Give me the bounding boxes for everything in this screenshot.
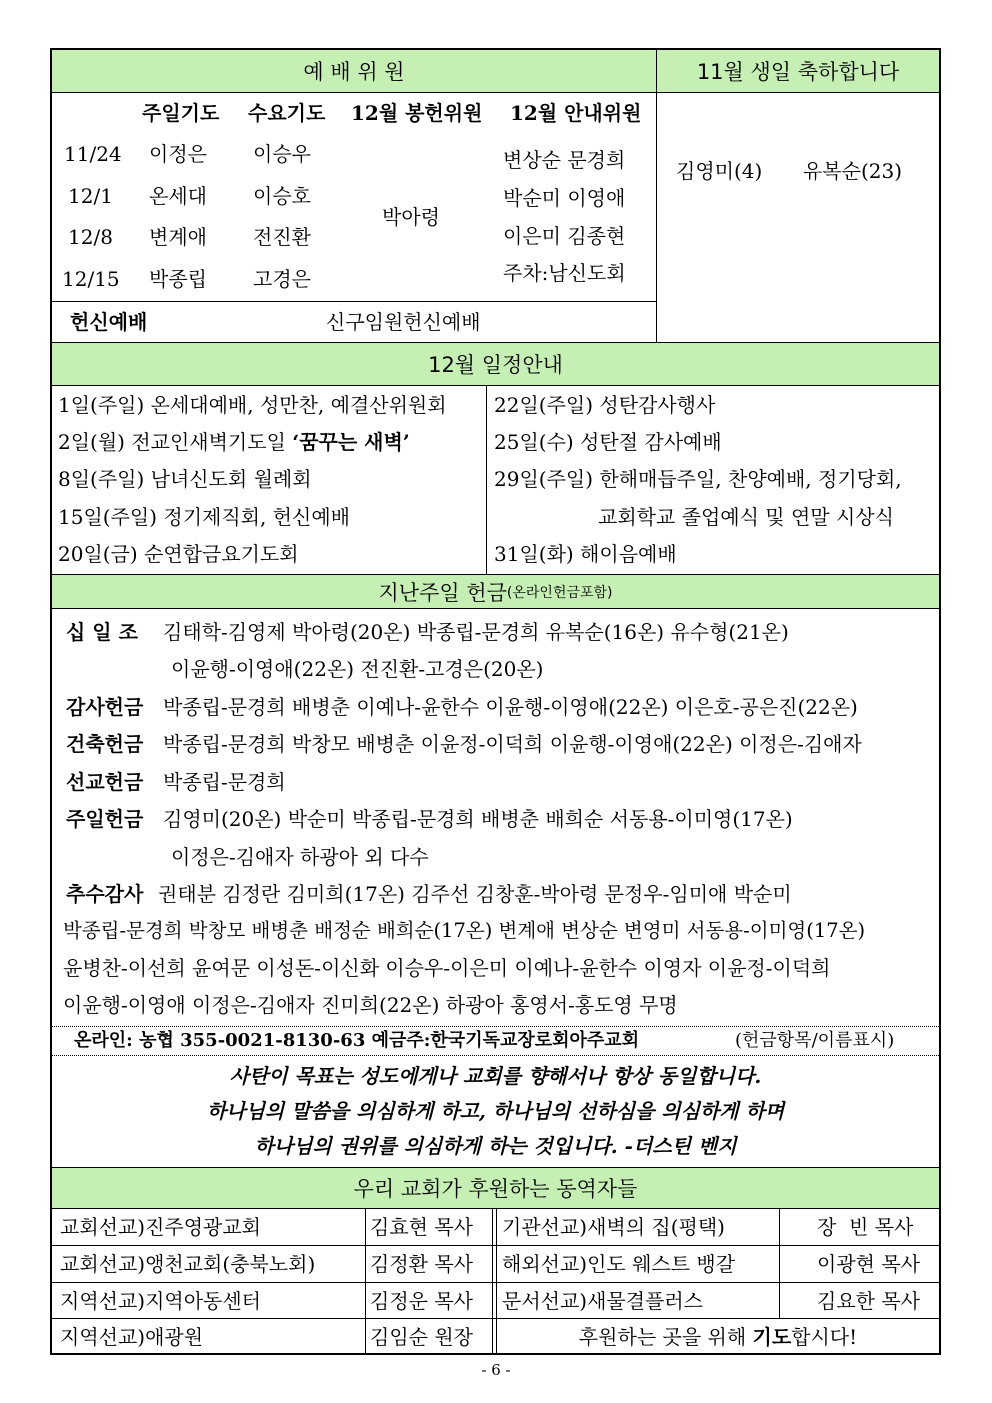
date-cell: 12/1 (68, 184, 113, 208)
harvest-offering-label: 추수감사 (66, 882, 144, 906)
supporter-church: 기관선교)새벽의 집(평택) (502, 1215, 725, 1239)
supporter-pastor: 장 빈 목사 (817, 1215, 914, 1239)
tithe-label: 십 일 조 (66, 620, 138, 644)
mission-offering-label: 선교헌금 (66, 770, 144, 794)
page-number: - 6 - (481, 1361, 511, 1379)
sunday-offering-label: 주일헌금 (66, 807, 144, 831)
wednesday-prayer-cell: 이승호 (253, 184, 311, 208)
schedule-item: 8일(주일) 남녀신도회 월례회 (58, 467, 312, 491)
schedule-item: 25일(수) 성탄절 감사예배 (494, 430, 722, 454)
supporter-pastor: 김정운 목사 (370, 1289, 473, 1313)
quote-line: 사탄이 목표는 성도에게나 교회를 향해서나 항상 동일합니다. (229, 1064, 762, 1088)
schedule-item: 교회학교 졸업예식 및 연말 시상식 (598, 505, 894, 529)
usher-pair: 이은미 김종현 (503, 224, 626, 248)
wednesday-prayer-cell: 이승우 (253, 142, 311, 166)
supporter-church: 교회선교)진주영광교회 (60, 1215, 262, 1239)
supporter-pastor: 김임순 원장 (370, 1325, 473, 1349)
supporter-church: 문서선교)새물결플러스 (502, 1289, 704, 1313)
dedication-worship-value: 신구임원헌신예배 (326, 310, 481, 334)
supporter-church: 지역선교)지역아동센터 (60, 1289, 262, 1313)
schedule-item: 20일(금) 순연합금요기도회 (58, 542, 299, 566)
harvest-offering-names: 박종립-문경희 박창모 배병춘 배정순 배희순(17온) 변계애 변상순 변영미 서동용-이미영(17온) (63, 919, 866, 942)
schedule-item: 15일(주일) 정기제직회, 헌신예배 (58, 505, 350, 529)
header-usher-committee: 12월 안내위원 (510, 101, 642, 125)
birthday-header: 11월 생일 축하합니다 (657, 50, 939, 92)
wednesday-prayer-cell: 전진환 (253, 225, 311, 249)
wednesday-prayer-cell: 고경은 (253, 267, 311, 291)
supporter-church: 지역선교)애광원 (60, 1325, 204, 1349)
dedication-worship-label: 헌신예배 (70, 310, 148, 334)
sunday-offering-names: 김영미(20온) 박순미 박종립-문경희 배병춘 배희순 서동용-이미영(17온) (163, 807, 793, 831)
online-account-note: (헌금항목/이름표시) (735, 1030, 895, 1051)
prayer-message: 후원하는 곳을 위해 기도합시다! (578, 1325, 858, 1349)
schedule-item: 22일(주일) 성탄감사행사 (494, 393, 716, 417)
thanks-offering-names: 박종립-문경희 배병춘 이예나-윤한수 이윤행-이영애(22온) 이은호-공은진(22온) (163, 695, 858, 719)
sunday-offering-names: 이정은-김애자 하광아 외 다수 (171, 845, 429, 869)
online-account-text: 온라인: 농협 355-0021-8130-63 예금주:한국기독교장로회아주교회 (74, 1030, 640, 1051)
schedule-item: 1일(주일) 온세대예배, 성만찬, 예결산위원회 (58, 393, 447, 417)
building-offering-label: 건축헌금 (66, 732, 144, 756)
date-cell: 12/15 (62, 267, 120, 291)
schedule-highlight: ‘꿈꾸는 새벽’ (292, 430, 410, 454)
parking-usher: 주차:남신도회 (503, 261, 626, 285)
sunday-prayer-cell: 변계애 (149, 225, 207, 249)
supporter-pastor: 김요한 목사 (817, 1289, 920, 1313)
sunday-prayer-cell: 온세대 (149, 184, 207, 208)
supporters-header: 우리 교회가 후원하는 동역자들 (52, 1168, 939, 1208)
sunday-prayer-cell: 이정은 (149, 142, 207, 166)
date-cell: 11/24 (64, 142, 122, 166)
header-offering-committee: 12월 봉헌위원 (351, 101, 483, 125)
supporter-pastor: 이광현 목사 (817, 1252, 920, 1276)
tithe-names: 김태학-김영제 박아령(20온) 박종립-문경희 유복순(16온) 유수형(21온) (163, 620, 789, 644)
building-offering-names: 박종립-문경희 박창모 배병춘 이윤정-이덕희 이윤행-이영애(22온) 이정은-김애자 (163, 732, 862, 756)
header-wednesday-prayer: 수요기도 (248, 101, 326, 125)
birthday-person: 김영미(4) (676, 159, 763, 183)
usher-pair: 변상순 문경희 (503, 148, 626, 172)
usher-pair: 박순미 이영애 (503, 186, 626, 210)
schedule-header: 12월 일정안내 (52, 343, 939, 385)
birthday-person: 유복순(23) (803, 159, 903, 183)
schedule-item: 31일(화) 해이음예배 (494, 542, 677, 566)
offering-header-sub: (온라인헌금포함) (506, 584, 613, 601)
tithe-names: 이윤행-이영애(22온) 전진환-고경은(20온) (171, 657, 544, 681)
quote-line: 하나님의 말씀을 의심하게 하고, 하나님의 선하심을 의심하게 하며 (206, 1099, 785, 1123)
supporter-pastor: 김효현 목사 (370, 1215, 473, 1239)
bulletin-page (50, 48, 941, 1355)
harvest-offering-names: 권태분 김정란 김미희(17온) 김주선 김창훈-박아령 문정우-임미애 박순미 (158, 882, 792, 906)
schedule-item: 29일(주일) 한해매듭주일, 찬양예배, 정기당회, (494, 467, 902, 491)
mission-offering-names: 박종립-문경희 (163, 770, 286, 794)
thanks-offering-label: 감사헌금 (66, 695, 144, 719)
offering-header: 지난주일 헌금 (온라인헌금포함) (52, 575, 939, 608)
date-cell: 12/8 (68, 225, 113, 249)
supporter-church: 교회선교)앵천교회(충북노회) (60, 1252, 316, 1276)
harvest-offering-names: 이윤행-이영애 이정은-김애자 진미희(22온) 하광아 홍영서-홍도영 무명 (63, 993, 678, 1017)
offering-committee-member: 박아령 (382, 205, 440, 229)
quote-line: 하나님의 권위를 의심하게 하는 것입니다. -더스틴 벤지 (254, 1134, 737, 1158)
harvest-offering-names: 윤병찬-이선희 윤여문 이성돈-이신화 이승우-이은미 이예나-윤한수 이영자 이윤정-이덕희 (63, 956, 831, 980)
worship-committee-header: 예 배 위 원 (52, 50, 656, 92)
supporter-pastor: 김정환 목사 (370, 1252, 473, 1276)
header-sunday-prayer: 주일기도 (142, 101, 220, 125)
supporter-church: 해외선교)인도 웨스트 뱅갈 (502, 1252, 736, 1276)
schedule-item: 2일(월) 전교인새벽기도일 ‘꿈꾸는 새벽’ (58, 430, 410, 454)
sunday-prayer-cell: 박종립 (149, 267, 207, 291)
